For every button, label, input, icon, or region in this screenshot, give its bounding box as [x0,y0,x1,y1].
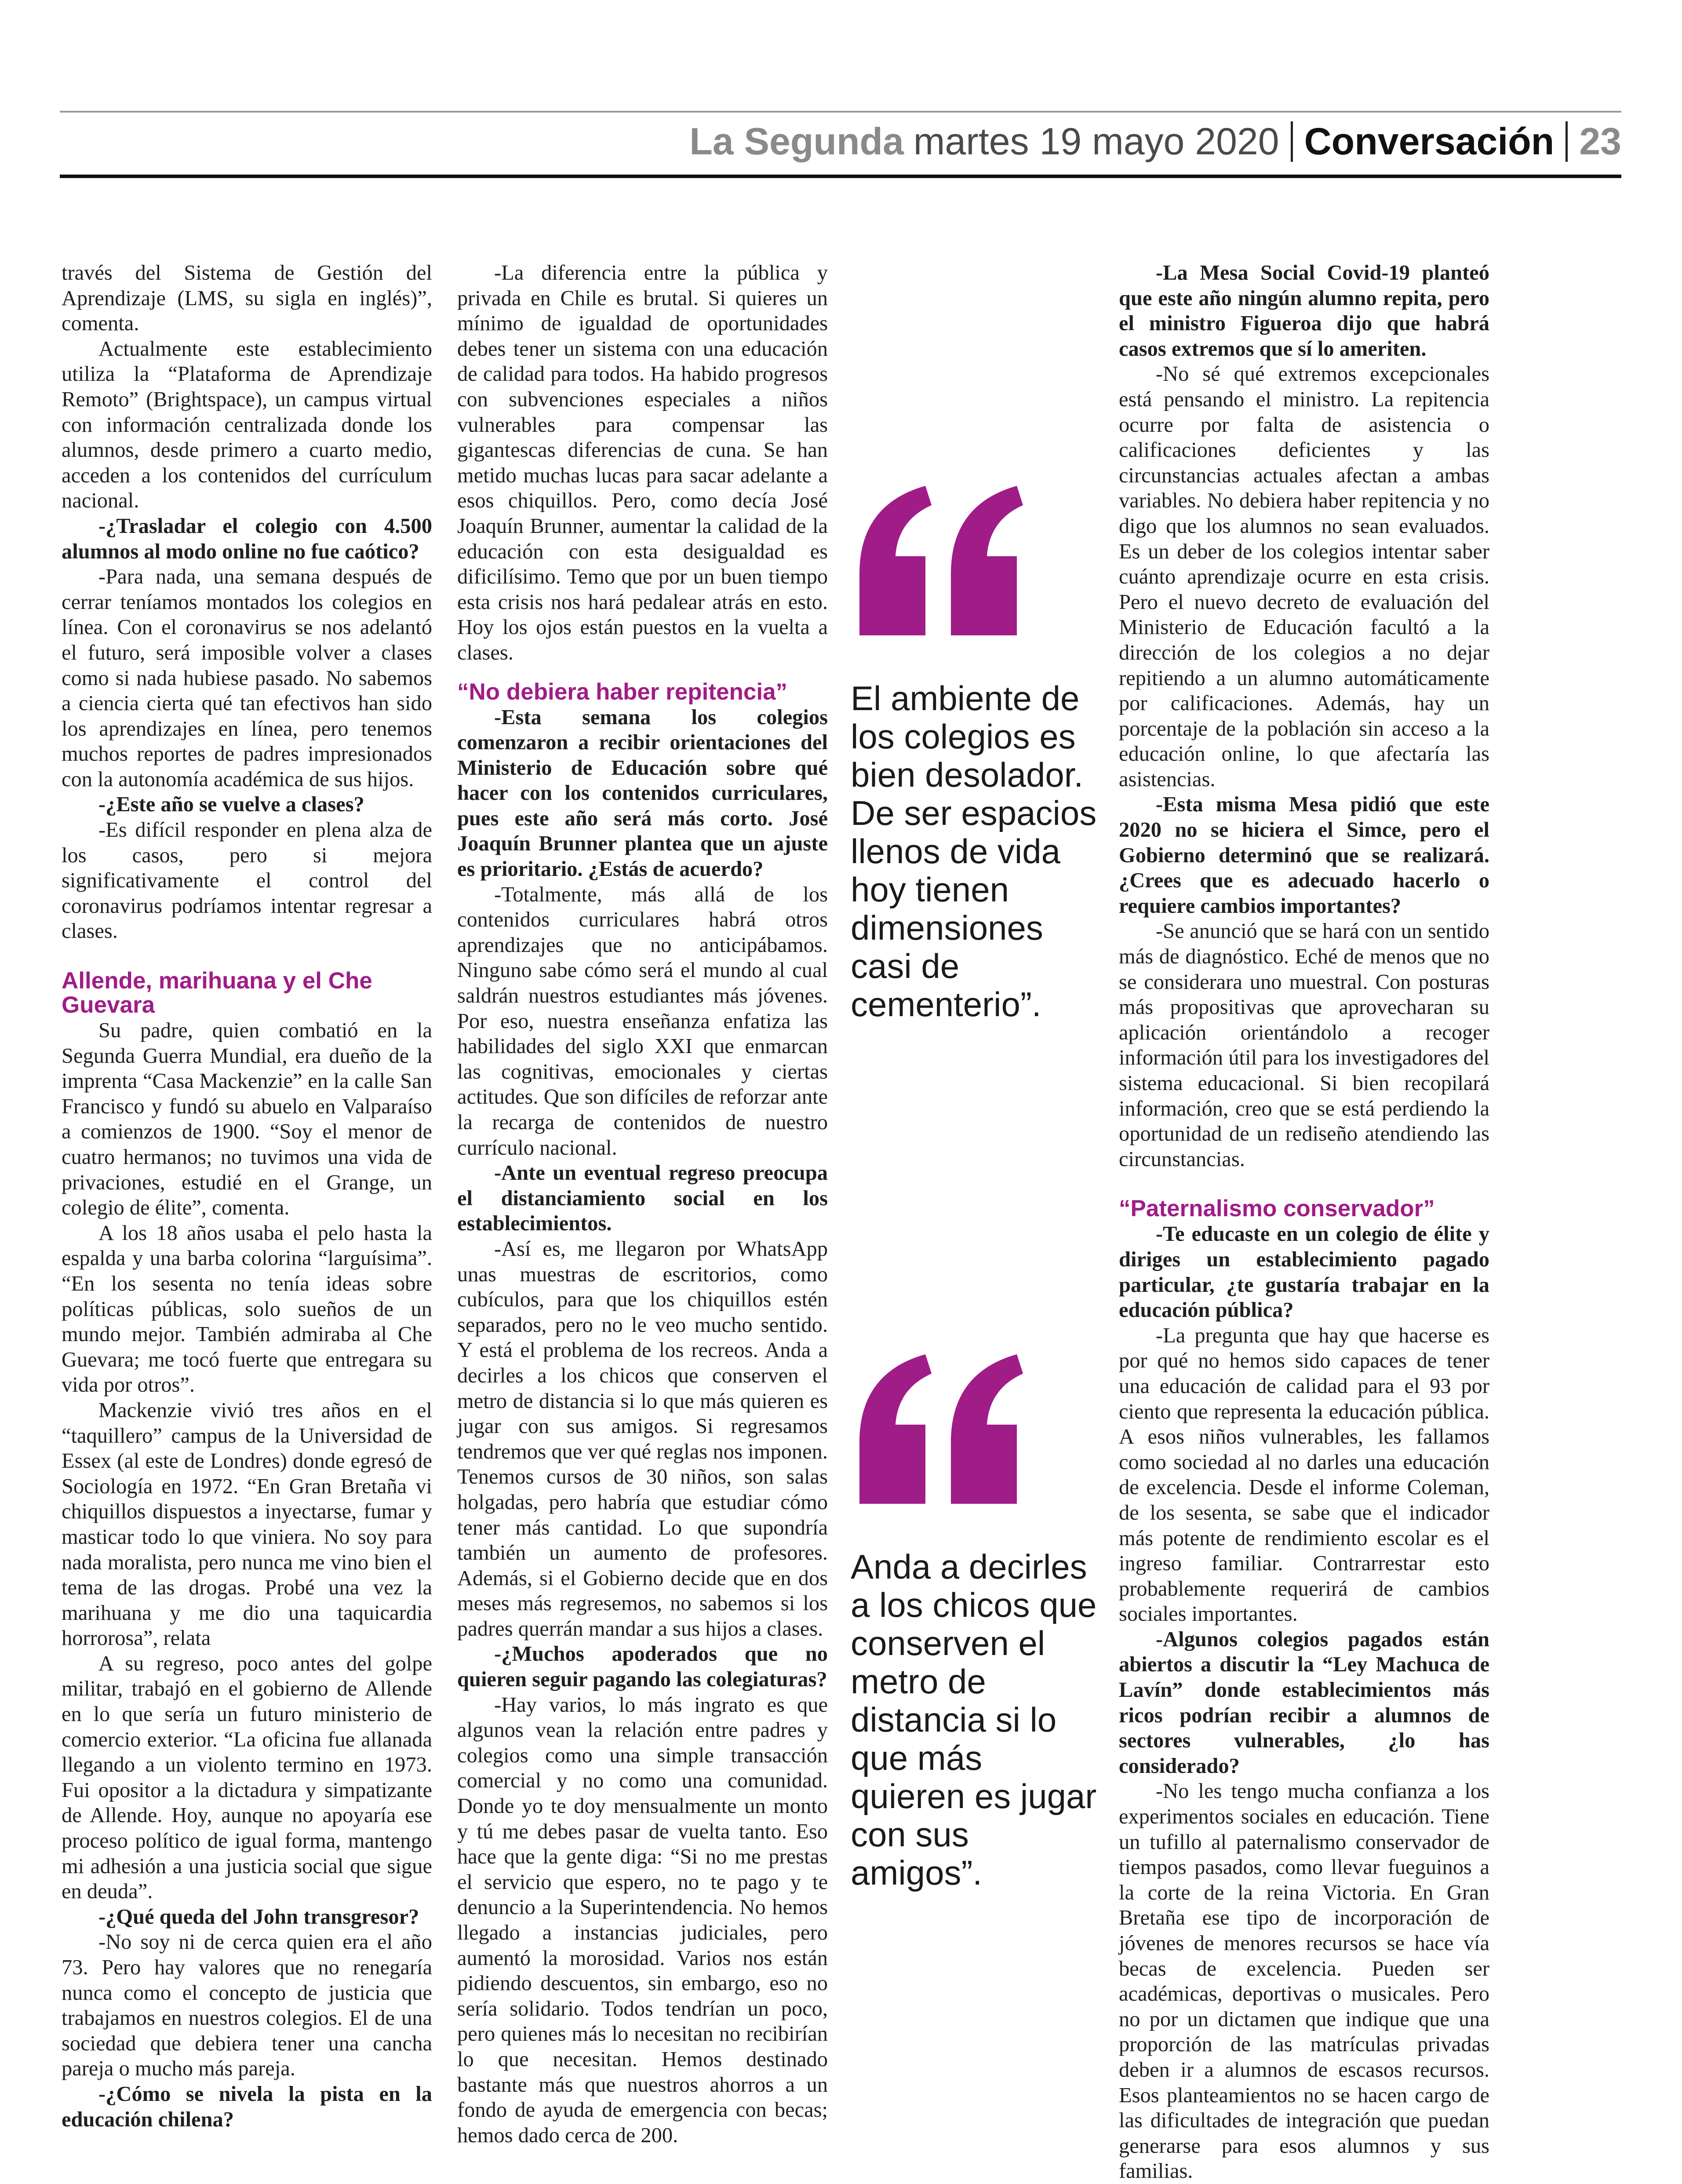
column-3 [1119,260,1489,2184]
paragraph: Actualmente este establecimiento utiliza la “Plataforma de Aprendizaje Remoto” (Brightspace), un campus virtual con información centralizada donde los alumnos, desde primero a cuarto medio, acceden a los contenidos del currículum nacional. [62,337,432,513]
subheading: “No debiera haber repitencia” [457,678,788,705]
paragraph: través del Sistema de Gestión del Aprendizaje (LMS, su sigla en inglés)”, comenta. [62,261,432,335]
question: -¿Cómo se nivela la pista en la educación chilena? [62,2082,432,2131]
answer: -No soy ni de cerca quien era el año 73. Pero hay valores que no renegaría nunca como el concepto de justicia que trabajamos en nuestros colegios. El de una sociedad que debiera tener una cancha pareja o mucho más pareja. [62,1930,432,2081]
paragraph: Su padre, quien combatió en la Segunda Guerra Mundial, era dueño de la imprenta “Casa Mackenzie” en la calle San Francisco y fundó su abuelo en Valparaíso a comienzos de 1900. “Soy el menor de cuatro hermanos; no tuvimos una vida de privaciones, estudié en el Grange, un colegio de élite”, comenta. [62,1019,432,1220]
header-divider [1565,121,1568,162]
answer: -Totalmente, más allá de los contenidos curriculares habrá otros aprendizajes que no anticipábamos. Ninguno sabe cómo será el mundo al cual saldrán nuestros estudiantes más jóvenes. Por eso, nuestra enseñanza enfatiza las habilidades del siglo XXI que enmarcan las cognitivas, emocionales y ciertas actitudes. Que son difíciles de reforzar ante la recarga de contenidos de nuestro currículo nacional. [457,882,828,1159]
answer: -Así es, me llegaron por WhatsApp unas muestras de escritorios, como cubículos, para que los chiquillos estén separados, pero no le veo mucho sentido. Y está el problema de los recreos. Anda a decirles a los chicos que conserven el metro de distancia si lo que más quieren es jugar con sus amigos. Si regresamos tendremos que ver qué reglas nos imponen. Tenemos cursos de 30 niños, son salas holgadas, pero habría que estudiar cómo tener más cantidad. Lo que supondría también un aumento de profesores. Además, si el Gobierno decide que en dos meses más regresemos, no sabemos si los padres querrán mandar a sus hijos a clases. [457,1237,828,1641]
subheading: Allende, marihuana y el Che Guevara [62,968,372,1018]
column-2 [457,260,828,2148]
paragraph: Mackenzie vivió tres años en el “taquillero” campus de la Universidad de Essex (al este de Londres) donde egresó de Sociología en 1972. “En Gran Bretaña vi chiquillos dispuestos a inyectarse, fumar y masticar todo lo que viniera. No soy para nada moralista, pero nunca me vino bien el tema de las drogas. Probé una vez la marihuana y me dio una taquicardia horrorosa”, relata [62,1398,432,1650]
quote-mark-icon [851,486,1027,635]
answer: -No les tengo mucha confianza a los experimentos sociales en educación. Tiene un tufillo al paternalismo conservador de tiempos pasados, como llevar fueguinos a la corte de la reina Victoria. En Gran Bretaña ese tipo de incorporación de jóvenes de menores recursos se hace vía becas de excelencia. Pueden ser académicas, deportivas o musicales. Pero no por un dictamen que indique que una proporción de las matrículas privadas deben ir a alumnos de escasos recursos. Esos planteamientos no se hacen cargo de las dificultades de integración que puedan generarse para esos alumnos y sus familias. [1119,1779,1489,2183]
question: -La Mesa Social Covid-19 planteó que este año ningún alumno repita, pero el ministro Figueroa dijo que habrá casos extremos que sí lo ameriten. [1119,261,1489,361]
pull-quote-text: El ambiente de los colegios es bien desolador. De ser espacios llenos de vida hoy tienen dimensiones casi de cementerio”. [851,679,1097,1024]
header-rule [60,175,1621,178]
column-1 [62,260,432,2132]
newspaper-name: La Segunda [689,120,904,163]
question: -¿Muchos apoderados que no quieren seguir pagando las colegiaturas? [457,1642,828,1692]
question: -Esta semana los colegios comenzaron a recibir orientaciones del Ministerio de Educación sobre qué hacer con los contenidos curriculares, pues este año será más corto. José Joaquín Brunner plantea que un ajuste es prioritario. ¿Estás de acuerdo? [457,705,828,881]
question: -Ante un eventual regreso preocupa el distanciamiento social en los establecimientos. [457,1161,828,1236]
question: -Te educaste en un colegio de élite y diriges un establecimiento pagado particular, ¿te gustaría trabajar en la educación pública? [1119,1222,1489,1322]
page-header [689,115,1621,168]
answer: -La pregunta que hay que hacerse es por qué no hemos sido capaces de tener una educación de calidad para el 93 por ciento que representa la educación pública. A esos niños vulnerables, les fallamos como sociedad al no darles una educación de excelencia. Desde el informe Coleman, de los sesenta, se sabe que el indicador más potente de rendimiento escolar es el ingreso familiar. Contrarrestar esto probablemente requerirá de cambios sociales importantes. [1119,1324,1489,1626]
quote-mark-icon [851,1354,1027,1504]
answer: -Es difícil responder en plena alza de los casos, pero si mejora significativamente el control del coronavirus podríamos intentar regresar a clases. [62,818,432,943]
paragraph: A los 18 años usaba el pelo hasta la espalda y una barba colorina “larguísima”. “En los sesenta no tenía ideas sobre políticas públicas, solo sueños de un mundo mejor. También admiraba al Che Guevara; me tocó fuerte que entregara su vida por otros”. [62,1221,432,1397]
subheading: “Paternalismo conservador” [1119,1196,1435,1222]
question: -¿Trasladar el colegio con 4.500 alumnos al modo online no fue caótico? [62,514,432,563]
answer: -No sé qué extremos excepcionales está pensando el ministro. La repitencia ocurre por falta de asistencia o calificaciones deficientes y las circunstancias actuales afectan a ambas variables. No debiera haber repitencia y no digo que los alumnos no sean evaluados. Es un deber de los colegios intentar saber cuánto aprendizaje ocurre en esta crisis. Pero el nuevo decreto de evaluación del Ministerio de Educación facultó a la dirección de los colegios a no dejar repitiendo a un alumno automáticamente por calificaciones. Además, hay un porcentaje de la población sin acceso a la educación online, lo que afectaría las asistencias. [1119,362,1489,791]
issue-date: martes 19 mayo 2020 [913,120,1279,163]
answer: -Para nada, una semana después de cerrar teníamos montados los colegios en línea. Con el coronavirus se nos adelantó el futuro, será imposible volver a clases como si nada hubiese pasado. No sabemos a ciencia cierta qué tan efectivos han sido los aprendizajes en línea, pero tenemos muchos reportes de padres impresionados con la autonomía académica de sus hijos. [62,565,432,791]
question: -¿Este año se vuelve a clases? [98,793,364,817]
answer: -Se anunció que se hará con un sentido más de diagnóstico. Eché de menos que no se considerara uno muestral. Con posturas más propositivas que aprovecharan su aplicación orientándolo a recoger información útil para los investigadores del sistema educacional. Si bien recopilará información, creo que se está perdiendo la oportunidad de un rediseño atendiendo las circunstancias. [1119,919,1489,1171]
header-divider [1291,121,1293,162]
question: -Algunos colegios pagados están abiertos a discutir la “Ley Machuca de Lavín” donde establecimientos más ricos podrían recibir a alumnos de sectores vulnerables, ¿lo has considerado? [1119,1627,1489,1778]
page-number: 23 [1579,120,1621,163]
pull-quote-1 [851,486,1097,1024]
pull-quote-text: Anda a decirles a los chicos que conserven el metro de distancia si lo que más quieren es jugar con sus amigos”. [851,1547,1097,1892]
answer: -La diferencia entre la pública y privada en Chile es brutal. Si quieres un mínimo de igualdad de oportunidades debes tener un sistema con una educación de calidad para todos. Ha habido progresos con subvenciones especiales a niños vulnerables para compensar las gigantescas diferencias de cuna. Se han metido muchas lucas para sacar adelante a esos chiquillos. Pero, como decía José Joaquín Brunner, aumentar la calidad de la educación con esta desigualdad es dificilísimo. Temo que por un buen tiempo esta crisis nos hará pedalear atrás en esto. Hoy los ojos están puestos en la vuelta a clases. [457,261,828,664]
section-name: Conversación [1304,120,1555,163]
paragraph: A su regreso, poco antes del golpe militar, trabajó en el gobierno de Allende en lo que sería un futuro ministerio de comercio exterior. “La oficina fue allanada llegando a un violento termino en 1973. Fui opositor a la dictadura y simpatizante de Allende. Hoy, aunque no apoyaría ese proceso político de igual forma, mantengo mi adhesión a una justicia social que sigue en deuda”. [62,1652,432,1903]
top-rule [60,111,1621,113]
question: -¿Qué queda del John transgresor? [98,1905,419,1929]
question: -Esta misma Mesa pidió que este 2020 no se hiciera el Simce, pero el Gobierno determinó que se realizará. ¿Crees que es adecuado hacerlo o requiere cambios importantes? [1119,793,1489,918]
pull-quote-2 [851,1354,1097,1892]
answer: -Hay varios, lo más ingrato es que algunos vean la relación entre padres y colegios como una simple transacción comercial y no como una comunidad. Donde yo te doy mensualmente un monto y tú me debes pasar de vuelta tanto. Eso hace que la gente diga: “Si no me prestas el servicio que espero, no te pago y te denuncio a la Superintendencia. No hemos llegado a instancias judiciales, pero aumentó la morosidad. Varios nos están pidiendo descuentos, sin embargo, eso no sería solidario. Todos tendrían un poco, pero quienes más lo necesitan no recibirían lo que necesitan. Hemos destinado bastante más que nuestros ahorros a un fondo de ayuda de emergencia con becas; hemos dado cerca de 200. [457,1693,828,2147]
